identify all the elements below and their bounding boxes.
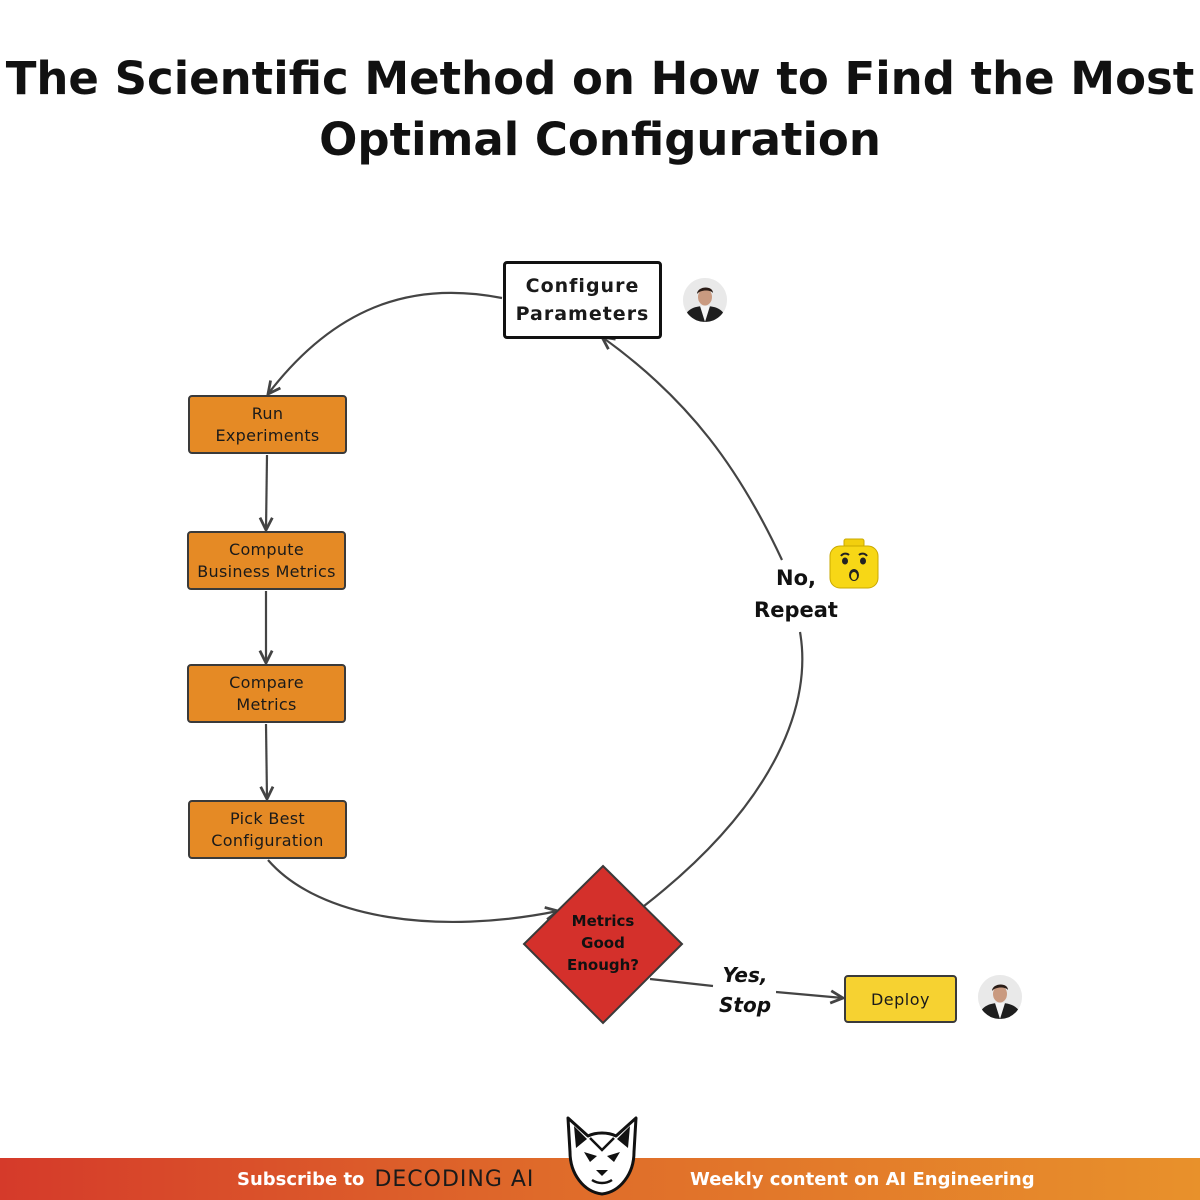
configure-line-2: Parameters bbox=[515, 303, 650, 325]
decision-line-1: Metrics bbox=[571, 912, 635, 930]
decision-line-3: Enough? bbox=[566, 956, 640, 974]
compute-line-2: Business Metrics bbox=[197, 561, 336, 581]
run-line-1: Run bbox=[251, 403, 284, 423]
subscribe-text: Subscribe to bbox=[237, 1168, 365, 1190]
compute-business-metrics-node bbox=[187, 531, 346, 590]
decision-label bbox=[548, 910, 658, 976]
arrow-run-to-compute bbox=[266, 455, 267, 530]
brand-name: DECODING AI bbox=[374, 1166, 535, 1192]
arrow-configure-to-run bbox=[268, 293, 502, 394]
cat-logo-icon bbox=[560, 1112, 644, 1196]
title-line-1: The Scientific Method on How to Find the Most bbox=[5, 52, 1195, 105]
no-repeat-line-2: Repeat bbox=[754, 598, 838, 622]
run-experiments-node bbox=[188, 395, 347, 454]
pick-line-1: Pick Best bbox=[229, 808, 305, 828]
compare-metrics-node bbox=[187, 664, 346, 723]
person-avatar-icon bbox=[683, 278, 727, 322]
arrow-pick-to-decision bbox=[268, 860, 558, 922]
configure-line-1: Configure bbox=[525, 275, 640, 297]
run-line-2: Experiments bbox=[215, 425, 320, 445]
compute-line-1: Compute bbox=[228, 539, 305, 559]
edge-label-yes-stop bbox=[714, 960, 776, 1020]
arrow-compare-to-pick bbox=[266, 724, 267, 799]
title-line-2: Optimal Configuration bbox=[319, 113, 881, 166]
configure-parameters-node bbox=[503, 261, 662, 339]
deploy-label: Deploy bbox=[870, 989, 931, 1009]
pick-best-configuration-node bbox=[188, 800, 347, 859]
yes-stop-line-1: Yes, bbox=[722, 963, 768, 987]
person-avatar-icon bbox=[978, 975, 1022, 1019]
tagline-text: Weekly content on AI Engineering bbox=[690, 1168, 1035, 1190]
pick-line-2: Configuration bbox=[211, 830, 324, 850]
footer-tagline bbox=[690, 1165, 1035, 1193]
lego-face-surprised-icon bbox=[826, 538, 882, 590]
compare-line-1: Compare bbox=[229, 672, 304, 692]
footer-subscribe[interactable] bbox=[237, 1165, 534, 1193]
decision-line-2: Good bbox=[581, 934, 625, 952]
no-repeat-line-1: No, bbox=[776, 566, 816, 590]
deploy-node bbox=[844, 975, 957, 1023]
compare-line-2: Metrics bbox=[236, 694, 297, 714]
yes-stop-line-2: Stop bbox=[718, 993, 772, 1017]
